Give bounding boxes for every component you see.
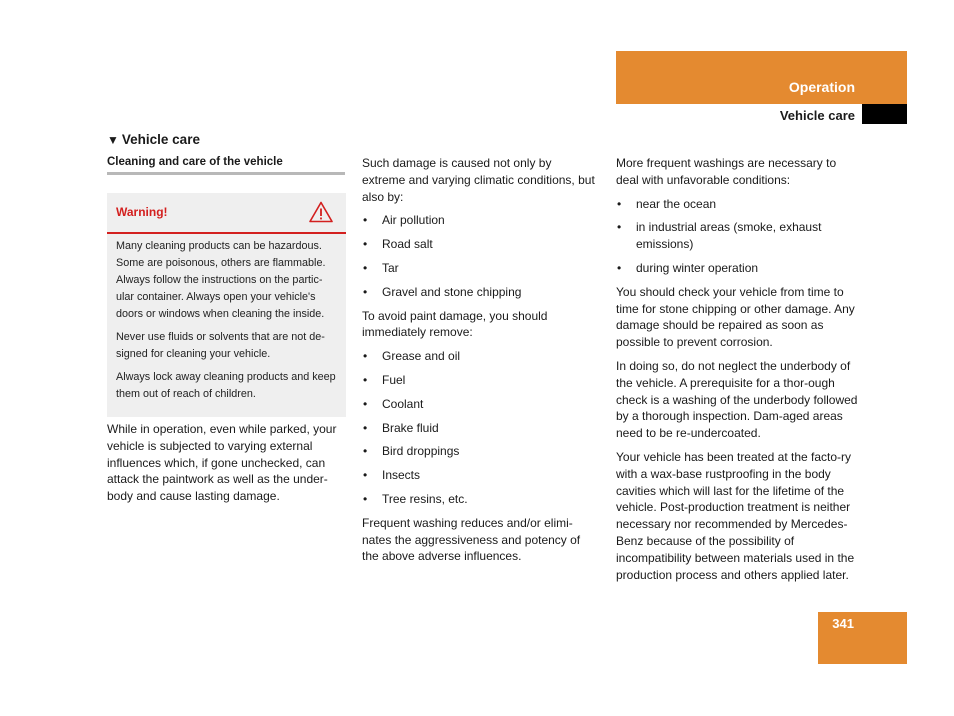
paragraph: You should check your vehicle from time to time for stone chipping or other damage. Any damage should be repaired as soon as possible to prevent corrosion. — [616, 284, 855, 350]
list-item: • Gravel and stone chipping — [362, 284, 597, 301]
warning-body — [107, 234, 346, 417]
list-remove — [362, 348, 597, 508]
paragraph: Your vehicle has been treated at the facto-ry with a wax-base rustproofing in the body cavities which will last for the lifetime of the vehicle. Post-production treatment is neither necessary nor recommended by Mercedes-Benz because of the possibility of incompatibility between materials used in the production process and others applied later. — [616, 449, 855, 582]
page-number: 341 — [832, 616, 854, 631]
list-item: • Bird droppings — [362, 443, 597, 460]
warning-title: Warning! — [116, 205, 168, 219]
paragraph: Frequent washing reduces and/or elimi-nates the aggressiveness and potency of the above adverse influences. — [362, 515, 581, 564]
list-item: • Fuel — [362, 372, 597, 389]
list-item: • Road salt — [362, 236, 597, 253]
list-item: • Insects — [362, 467, 597, 484]
warning-header — [107, 193, 346, 234]
section-marker — [862, 104, 907, 124]
warning-paragraph: Always lock away cleaning products and keep them out of reach of children. — [116, 371, 336, 400]
column-3 — [616, 155, 858, 590]
section-title: Vehicle care — [779, 108, 855, 123]
triangle-down-icon: ▼ — [107, 133, 119, 147]
paragraph: Such damage is caused not only by extreme and varying climatic conditions, but also by: — [362, 156, 595, 204]
list-item: • Tar — [362, 260, 597, 277]
subheading: Cleaning and care of the vehicle — [107, 156, 345, 175]
chapter-title: Operation — [788, 79, 855, 95]
chapter-tab — [616, 51, 907, 104]
page-heading — [107, 132, 200, 147]
list-item: • Tree resins, etc. — [362, 491, 597, 508]
list-item: • Brake fluid — [362, 420, 597, 437]
list-item: • Air pollution — [362, 212, 597, 229]
list-item: • in industrial areas (smoke, exhaust emissions) — [616, 219, 858, 253]
warning-box — [107, 193, 346, 417]
column-1 — [107, 421, 347, 512]
warning-triangle-icon — [309, 201, 333, 223]
paragraph: In doing so, do not neglect the underbody of the vehicle. A prerequisite for a thor-ough check is a washing of the underbody followed by a thorough inspection. Dam-aged areas need to be re-undercoated. — [616, 358, 858, 441]
page-heading-text: Vehicle care — [121, 132, 200, 147]
list-item: • near the ocean — [616, 196, 858, 213]
list-conditions — [616, 196, 858, 277]
paragraph: While in operation, even while parked, your vehicle is subjected to varying external influences which, if gone unchecked, can attack the paintwork as well as the under-body and cause lasting damage. — [107, 422, 337, 504]
warning-paragraph: Never use fluids or solvents that are not de-signed for cleaning your vehicle. — [116, 331, 325, 360]
list-item: • during winter operation — [616, 260, 858, 277]
list-item: • Coolant — [362, 396, 597, 413]
list-climatic — [362, 212, 597, 300]
paragraph: More frequent washings are necessary to deal with unfavorable conditions: — [616, 156, 837, 187]
paragraph: To avoid paint damage, you should immediately remove: — [362, 308, 548, 340]
column-2 — [362, 155, 597, 572]
warning-paragraph: Many cleaning products can be hazardous. Some are poisonous, others are flammable. Always follow the instructions on the partic-ular container. Always open your vehicle's doors or windows when cleaning the inside. — [116, 240, 326, 320]
list-item: • Grease and oil — [362, 348, 597, 365]
